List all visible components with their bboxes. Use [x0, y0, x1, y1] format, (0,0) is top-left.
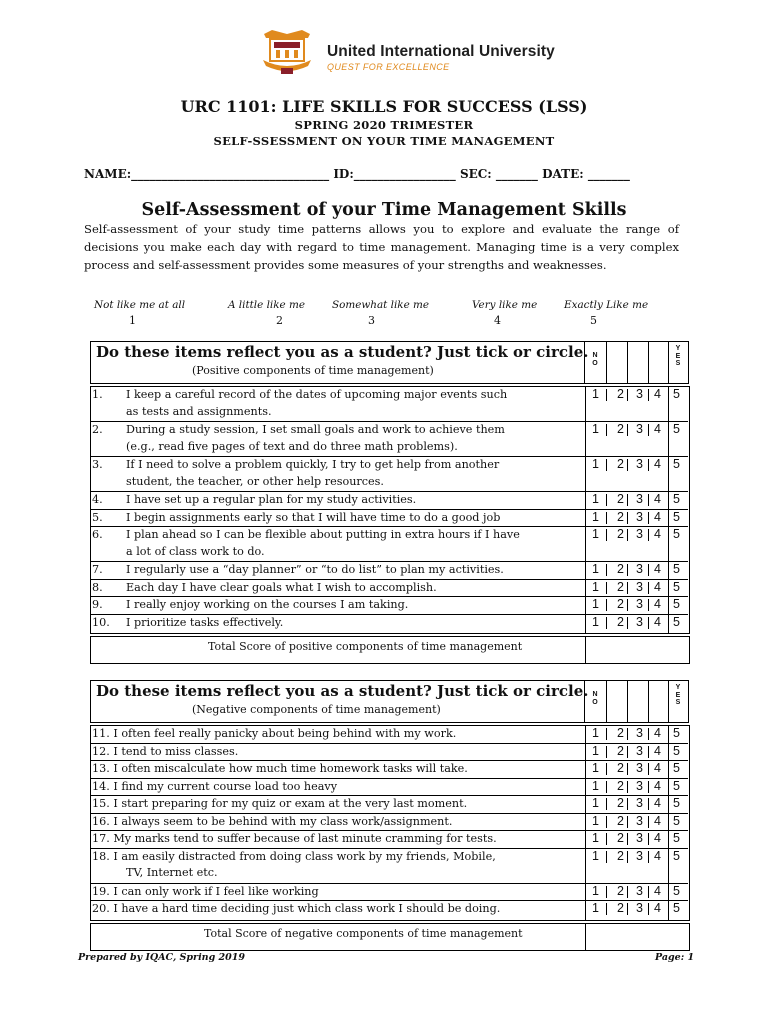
course-title: URC 1101: LIFE SKILLS FOR SUCCESS (LSS)	[180, 97, 588, 116]
rating-option-2[interactable]: 2	[617, 422, 624, 436]
rating-option-5[interactable]: 5	[673, 726, 680, 740]
scale-label-1: Not like me at all	[94, 299, 186, 311]
rating-option-4[interactable]: 4	[654, 562, 661, 576]
rating-option-5[interactable]: 5	[673, 848, 680, 863]
scale-label-5: Exactly Like me	[564, 299, 649, 311]
item-number: 7.	[92, 563, 103, 576]
rating-option-5[interactable]: 5	[673, 778, 680, 793]
rating-option-3[interactable]: 3	[636, 778, 643, 793]
rating-option-5[interactable]: 5	[673, 509, 680, 524]
rating-option-3[interactable]: 3	[636, 527, 643, 541]
rating-option-3[interactable]: 3	[636, 422, 643, 436]
item-text-line: (e.g., read five pages of text and do three math problems).	[126, 439, 458, 453]
rating-option-1[interactable]: 1	[592, 387, 599, 401]
rating-option-4[interactable]: 4	[654, 848, 661, 863]
rating-option-5[interactable]: 5	[673, 831, 680, 845]
item-text-line: 15. I start preparing for my quiz or exam at the very last moment.	[92, 797, 468, 810]
item-text-line: 14. I find my current course load too heavy	[92, 779, 338, 793]
item-number: 9.	[92, 598, 103, 611]
rating-option-3[interactable]: 3	[636, 743, 643, 758]
rating-option-5[interactable]: 5	[673, 796, 680, 810]
rating-option-5[interactable]: 5	[673, 422, 680, 436]
positive-total-score-field[interactable]	[587, 638, 686, 660]
rating-option-3[interactable]: 3	[636, 492, 643, 506]
rating-option-3[interactable]: 3	[636, 848, 643, 863]
page-number: Page: 1	[655, 952, 695, 963]
table-row	[92, 901, 582, 919]
item-text-line: 19. I can only work if I feel like working	[92, 884, 319, 898]
rating-option-3[interactable]: 3	[636, 901, 643, 915]
table-row	[92, 492, 582, 510]
rating-option-2[interactable]: 2	[617, 492, 624, 506]
item-text-line: I really enjoy working on the courses I am taking.	[126, 598, 409, 611]
table-row	[92, 597, 582, 615]
rating-option-1[interactable]: 1	[592, 614, 599, 629]
item-text-line: I prioritize tasks effectively.	[126, 615, 284, 629]
rating-option-2[interactable]: 2	[617, 883, 624, 898]
item-text	[126, 387, 566, 420]
rating-option-2[interactable]: 2	[617, 796, 624, 810]
item-number: 3.	[92, 458, 103, 471]
positive-question: Do these items reflect you as a student? Just tick or circle.	[96, 343, 589, 361]
item-number: 2.	[92, 423, 103, 436]
rating-option-4[interactable]: 4	[654, 796, 661, 810]
rating-option-2[interactable]: 2	[617, 726, 624, 740]
negative-total-label: Total Score of negative components of time management	[204, 927, 523, 940]
item-number: 8.	[92, 580, 103, 594]
rating-option-1[interactable]: 1	[592, 813, 599, 828]
trimester: SPRING 2020 TRIMESTER	[294, 118, 474, 132]
rating-option-4[interactable]: 4	[654, 901, 661, 915]
rating-option-1[interactable]: 1	[592, 848, 599, 863]
item-text-line: I plan ahead so I can be flexible about putting in extra hours if I have	[126, 528, 520, 541]
rating-option-5[interactable]: 5	[673, 387, 680, 401]
rating-option-2[interactable]: 2	[617, 457, 624, 471]
item-text-line: I begin assignments early so that I will have time to do a good job	[126, 510, 501, 524]
rating-option-3[interactable]: 3	[636, 562, 643, 576]
section-title: Self-Assessment of your Time Management Skills	[141, 200, 627, 220]
positive-subtitle: (Positive components of time management)	[192, 364, 434, 377]
rating-option-3[interactable]: 3	[636, 796, 643, 810]
rating-option-4[interactable]: 4	[654, 883, 661, 898]
rating-option-1[interactable]: 1	[592, 457, 599, 471]
item-text-line: During a study session, I set small goals and work to achieve them	[126, 423, 505, 436]
rating-option-1[interactable]: 1	[592, 422, 599, 436]
table-row	[92, 387, 582, 422]
item-number: 6.	[92, 528, 103, 541]
rating-option-1[interactable]: 1	[592, 597, 599, 611]
scale-label-4: Very like me	[472, 299, 538, 311]
rating-option-2[interactable]: 2	[617, 597, 624, 611]
rating-option-2[interactable]: 2	[617, 562, 624, 576]
table-row	[92, 761, 582, 779]
item-text	[126, 615, 566, 632]
table-row	[92, 615, 582, 633]
item-text-line: I keep a careful record of the dates of upcoming major events such	[126, 388, 508, 401]
item-text	[126, 580, 566, 597]
item-text-line: a lot of class work to do.	[126, 544, 265, 558]
rating-option-4[interactable]: 4	[654, 778, 661, 793]
rating-option-4[interactable]: 4	[654, 457, 661, 471]
yes-column-label: Y E S	[675, 345, 681, 367]
university-logo-emblem	[262, 28, 312, 76]
rating-option-3[interactable]: 3	[636, 883, 643, 898]
table-row	[92, 831, 582, 849]
rating-option-4[interactable]: 4	[654, 614, 661, 629]
rating-option-2[interactable]: 2	[617, 848, 624, 863]
item-text-line: 11. I often feel really panicky about being behind with my work.	[92, 727, 457, 740]
rating-option-1[interactable]: 1	[592, 562, 599, 576]
rating-option-3[interactable]: 3	[636, 579, 643, 594]
table-row	[92, 510, 582, 528]
item-text-line: I regularly use a “day planner” or “to do list” to plan my activities.	[126, 563, 504, 576]
rating-option-5[interactable]: 5	[673, 579, 680, 594]
item-text-line: TV, Internet etc.	[126, 866, 218, 879]
item-text	[126, 492, 566, 509]
item-text-line: student, the teacher, or other help resources.	[126, 474, 384, 488]
item-text-line: 12. I tend to miss classes.	[92, 744, 239, 758]
yes-column-label: Y E S	[675, 684, 681, 706]
rating-option-1[interactable]: 1	[592, 883, 599, 898]
rating-option-4[interactable]: 4	[654, 743, 661, 758]
item-text	[126, 422, 566, 455]
rating-option-4[interactable]: 4	[654, 726, 661, 740]
rating-option-3[interactable]: 3	[636, 509, 643, 524]
rating-option-5[interactable]: 5	[673, 597, 680, 611]
table-row	[92, 779, 582, 797]
item-text-line: 16. I always seem to be behind with my class work/assignment.	[92, 814, 453, 828]
rating-option-2[interactable]: 2	[617, 743, 624, 758]
student-info-line: NAME:_________________________________ ID:_________________ SEC: _______ DATE: _______	[84, 167, 630, 181]
item-number: 4.	[92, 493, 103, 506]
positive-total-label: Total Score of positive components of time management	[208, 640, 523, 653]
rating-option-4[interactable]: 4	[654, 579, 661, 594]
item-number: 5.	[92, 510, 103, 524]
item-text-line: as tests and assignments.	[126, 404, 272, 418]
no-column-label: N O	[592, 352, 598, 367]
rating-option-2[interactable]: 2	[617, 614, 624, 629]
rating-option-1[interactable]: 1	[592, 796, 599, 810]
rating-option-3[interactable]: 3	[636, 457, 643, 471]
rating-option-1[interactable]: 1	[592, 527, 599, 541]
item-text-line: I have set up a regular plan for my study activities.	[126, 493, 417, 506]
rating-option-1[interactable]: 1	[592, 492, 599, 506]
rating-option-5[interactable]: 5	[673, 761, 680, 775]
table-row	[92, 726, 582, 744]
item-number: 1.	[92, 388, 103, 401]
rating-option-4[interactable]: 4	[654, 813, 661, 828]
item-text	[126, 562, 566, 579]
rating-option-2[interactable]: 2	[617, 813, 624, 828]
rating-option-1[interactable]: 1	[592, 831, 599, 845]
rating-option-5[interactable]: 5	[673, 883, 680, 898]
rating-option-3[interactable]: 3	[636, 813, 643, 828]
scale-value-1: 1	[129, 314, 136, 327]
rating-option-5[interactable]: 5	[673, 527, 680, 541]
negative-total-score-field[interactable]	[587, 925, 686, 947]
item-text-line: 13. I often miscalculate how much time homework tasks will take.	[92, 762, 468, 775]
table-row	[92, 562, 582, 580]
scale-value-4: 4	[494, 314, 501, 327]
item-text	[126, 457, 566, 490]
rating-option-4[interactable]: 4	[654, 509, 661, 524]
rating-option-4[interactable]: 4	[654, 831, 661, 845]
prepared-by: Prepared by IQAC, Spring 2019	[78, 952, 245, 963]
table-row	[92, 422, 582, 457]
rating-option-3[interactable]: 3	[636, 387, 643, 401]
scale-label-2: A little like me	[228, 299, 305, 311]
rating-option-1[interactable]: 1	[592, 509, 599, 524]
rating-option-2[interactable]: 2	[617, 579, 624, 594]
item-text-line: If I need to solve a problem quickly, I try to get help from another	[126, 458, 500, 471]
rating-option-5[interactable]: 5	[673, 901, 680, 915]
rating-option-3[interactable]: 3	[636, 614, 643, 629]
table-row	[92, 527, 582, 562]
item-text-line: 20. I have a hard time deciding just which class work I should be doing.	[92, 902, 501, 915]
rating-option-1[interactable]: 1	[592, 579, 599, 594]
table-row	[92, 580, 582, 598]
table-row	[92, 814, 582, 832]
negative-subtitle: (Negative components of time management)	[192, 703, 441, 716]
table-row	[92, 457, 582, 492]
rating-option-4[interactable]: 4	[654, 761, 661, 775]
rating-option-5[interactable]: 5	[673, 457, 680, 471]
intro-paragraph: Self-assessment of your study time patterns allows you to explore and evaluate the range of decisions you make each day with regard to time management. Managing time is a very complex process and self-assessment provides some measures of your strengths and weaknesses.	[84, 222, 679, 272]
rating-option-5[interactable]: 5	[673, 614, 680, 629]
item-text	[126, 597, 566, 614]
rating-option-3[interactable]: 3	[636, 761, 643, 775]
item-text-line: 17. My marks tend to suffer because of last minute cramming for tests.	[92, 832, 497, 845]
rating-option-5[interactable]: 5	[673, 743, 680, 758]
table-row	[92, 744, 582, 762]
no-column-label: N O	[592, 691, 598, 706]
rating-option-5[interactable]: 5	[673, 492, 680, 506]
rating-option-4[interactable]: 4	[654, 422, 661, 436]
item-text-line: 18. I am easily distracted from doing class work by my friends, Mobile,	[92, 849, 496, 863]
rating-option-4[interactable]: 4	[654, 387, 661, 401]
scale-label-3: Somewhat like me	[332, 299, 430, 311]
university-name: United International University	[327, 43, 555, 60]
rating-option-2[interactable]: 2	[617, 831, 624, 845]
rating-option-3[interactable]: 3	[636, 597, 643, 611]
item-text	[126, 527, 566, 560]
negative-question: Do these items reflect you as a student? Just tick or circle.	[96, 682, 589, 700]
scale-value-2: 2	[276, 314, 283, 327]
rating-option-1[interactable]: 1	[592, 778, 599, 793]
rating-option-5[interactable]: 5	[673, 813, 680, 828]
rating-option-2[interactable]: 2	[617, 527, 624, 541]
document-subtitle: SELF-SSESSMENT ON YOUR TIME MANAGEMENT	[213, 134, 555, 148]
rating-option-2[interactable]: 2	[617, 778, 624, 793]
rating-option-2[interactable]: 2	[617, 761, 624, 775]
rating-option-5[interactable]: 5	[673, 562, 680, 576]
table-row	[92, 849, 582, 884]
rating-option-3[interactable]: 3	[636, 726, 643, 740]
item-text-line: Each day I have clear goals what I wish to accomplish.	[126, 580, 437, 594]
rating-option-4[interactable]: 4	[654, 527, 661, 541]
item-number: 10.	[92, 615, 110, 629]
rating-option-1[interactable]: 1	[592, 901, 599, 915]
table-row	[92, 884, 582, 902]
rating-option-1[interactable]: 1	[592, 761, 599, 775]
rating-option-1[interactable]: 1	[592, 743, 599, 758]
scale-value-5: 5	[590, 314, 597, 327]
rating-option-2[interactable]: 2	[617, 509, 624, 524]
scale-value-3: 3	[368, 314, 375, 327]
table-row	[92, 796, 582, 814]
rating-option-4[interactable]: 4	[654, 492, 661, 506]
university-tagline: QUEST FOR EXCELLENCE	[327, 62, 450, 72]
item-text	[126, 510, 566, 527]
rating-option-1[interactable]: 1	[592, 726, 599, 740]
rating-option-3[interactable]: 3	[636, 831, 643, 845]
rating-option-4[interactable]: 4	[654, 597, 661, 611]
rating-option-2[interactable]: 2	[617, 901, 624, 915]
rating-option-2[interactable]: 2	[617, 387, 624, 401]
